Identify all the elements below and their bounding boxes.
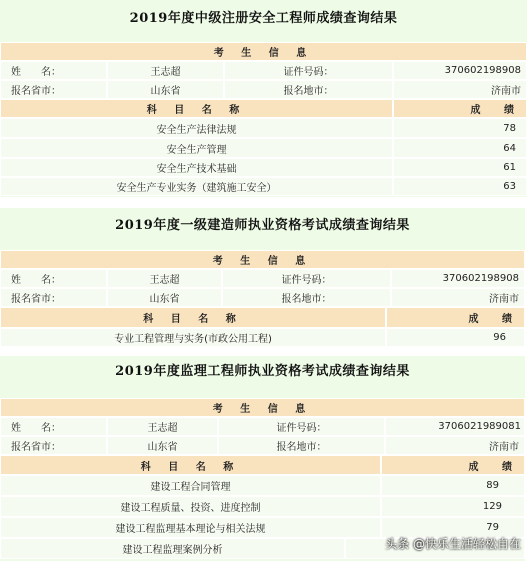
examinee-info-header: 考 生 信 息 — [0, 42, 527, 61]
city-value: 济南市 — [391, 288, 525, 307]
info-row-location — [0, 436, 525, 455]
subject-score: 78 — [393, 118, 527, 138]
province-value: 山东省 — [107, 436, 218, 455]
subject-row — [0, 177, 527, 196]
subject-score: 63 — [393, 177, 527, 196]
score-header: 成 绩 — [386, 307, 525, 328]
subject-header: 科 目 名 称 — [0, 307, 386, 328]
subject-score: 89 — [381, 475, 525, 496]
city-value: 济南市 — [385, 436, 525, 455]
info-row-location — [0, 288, 525, 307]
subject-name: 安全生产法律法规 — [0, 118, 393, 138]
subject-score: 64 — [393, 138, 527, 158]
province-label: 报名省市： — [0, 288, 107, 307]
result-panel-safety-engineer — [0, 0, 527, 197]
result-panel-supervisor — [0, 356, 525, 561]
id-label: 证件号码： — [224, 61, 393, 80]
subject-score: 79 — [381, 517, 525, 538]
city-value: 济南市 — [393, 80, 527, 99]
subject-row — [0, 475, 525, 496]
subject-name: 安全生产管理 — [0, 138, 393, 158]
subject-name: 安全生产专业实务（建筑施工安全） — [0, 177, 393, 196]
id-label: 证件号码： — [222, 269, 391, 288]
city-label: 报名地市： — [222, 288, 391, 307]
score-header: 成 绩 — [381, 455, 525, 475]
subject-name: 安全生产技术基础 — [0, 158, 393, 177]
name-value: 王志超 — [107, 61, 224, 80]
id-value: 370602198908 — [391, 269, 525, 288]
name-value: 王志超 — [107, 269, 222, 288]
id-value: 3706021989081 — [385, 417, 525, 436]
panel-title: 2019年度一级建造师执业资格考试成绩查询结果 — [115, 218, 410, 233]
subject-row — [0, 328, 525, 347]
info-row-name — [0, 417, 525, 436]
city-label: 报名地市： — [218, 436, 385, 455]
subject-name: 建设工程质量、投资、进度控制 — [0, 496, 381, 517]
subject-score: 96 — [386, 328, 525, 347]
subject-name: 建设工程监理案例分析 — [0, 538, 345, 559]
name-label: 姓 名： — [0, 61, 107, 80]
id-label: 证件号码： — [218, 417, 385, 436]
watermark-text: 头条 @快乐生活轻松自在 — [385, 537, 521, 551]
panel-title: 2019年度监理工程师执业资格考试成绩查询结果 — [115, 364, 410, 379]
subject-row — [0, 496, 525, 517]
province-value: 山东省 — [107, 80, 224, 99]
subject-name: 专业工程管理与实务(市政公用工程) — [0, 328, 386, 347]
subject-score: 129 — [381, 496, 525, 517]
examinee-info-header: 考 生 信 息 — [0, 398, 525, 417]
score-header: 成 绩 — [393, 99, 527, 118]
subject-header: 科 目 名 称 — [0, 455, 381, 475]
name-label: 姓 名： — [0, 269, 107, 288]
id-value: 370602198908 — [393, 61, 527, 80]
province-value: 山东省 — [107, 288, 222, 307]
subject-row — [0, 158, 527, 177]
result-panel-constructor — [0, 208, 525, 347]
subject-header: 科 目 名 称 — [0, 99, 393, 118]
subject-row — [0, 118, 527, 138]
subject-name: 建设工程合同管理 — [0, 475, 381, 496]
city-label: 报名地市： — [224, 80, 393, 99]
info-row-name — [0, 61, 527, 80]
examinee-info-header: 考 生 信 息 — [0, 250, 525, 269]
name-value: 王志超 — [107, 417, 218, 436]
info-row-location — [0, 80, 527, 99]
subject-row — [0, 138, 527, 158]
info-row-name — [0, 269, 525, 288]
name-label: 姓 名： — [0, 417, 107, 436]
province-label: 报名省市： — [0, 436, 107, 455]
province-label: 报名省市： — [0, 80, 107, 99]
subject-name: 建设工程监理基本理论与相关法规 — [0, 517, 381, 538]
panel-title: 2019年度中级注册安全工程师成绩查询结果 — [129, 11, 398, 26]
subject-score: 61 — [393, 158, 527, 177]
